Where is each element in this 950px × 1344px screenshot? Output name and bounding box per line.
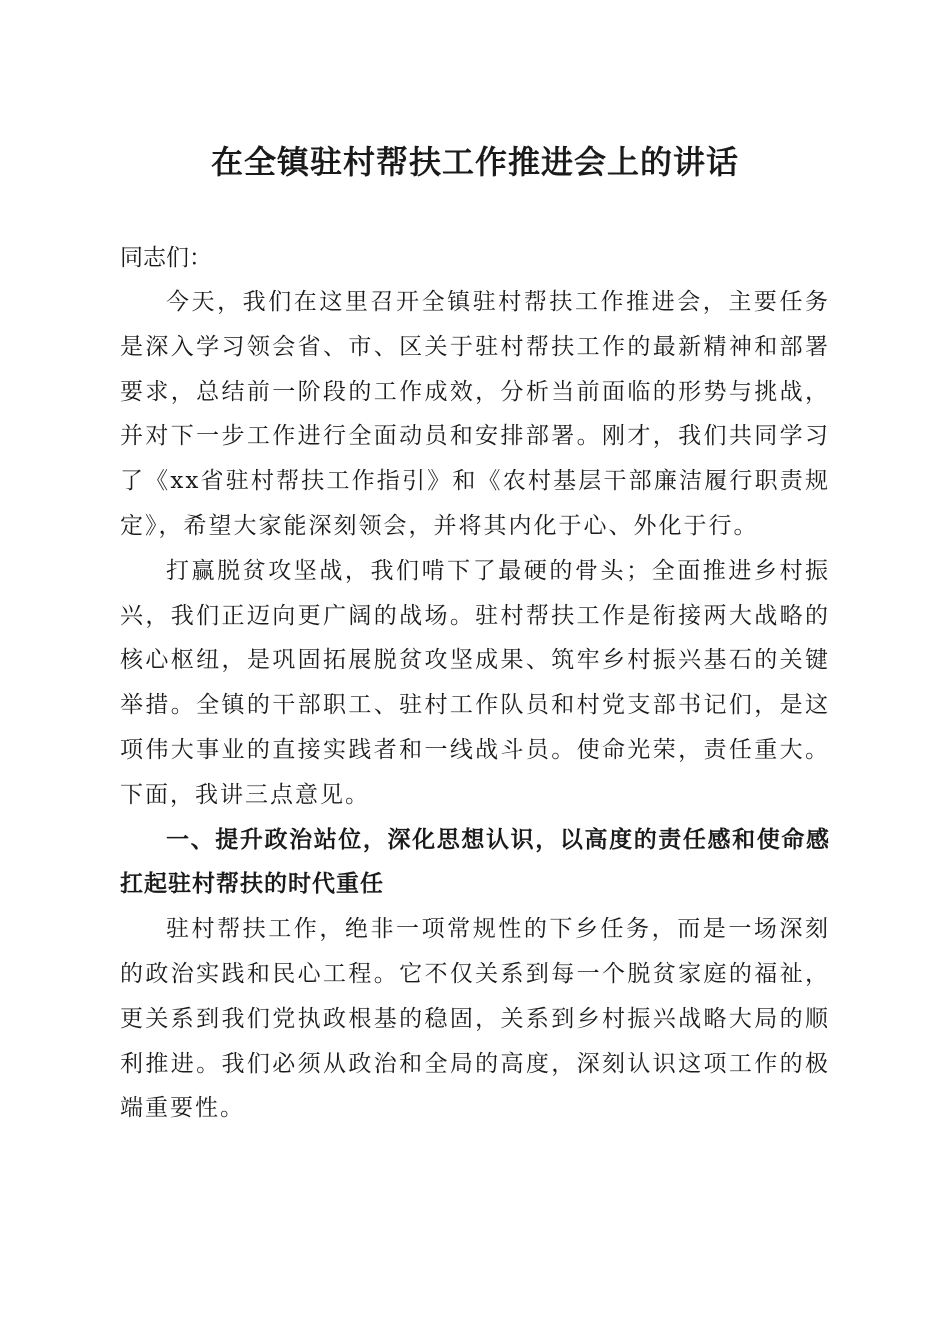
section-1-paragraph: 驻村帮扶工作，绝非一项常规性的下乡任务，而是一场深刻的政治实践和民心工程。它不仅关系到每一个脱贫家庭的福祉，更关系到我们党执政根基的稳固，关系到乡村振兴战略大局的顺利推进。我们必须从政治和全局的高度，深刻认识这项工作的极端重要性。 [120,916,830,1122]
document-title: 在全镇驻村帮扶工作推进会上的讲话 [210,143,739,181]
section-heading-1: 一、提升政治站位，深化思想认识，以高度的责任感和使命感扛起驻村帮扶的时代重任 [120,826,830,898]
paragraph-context: 打赢脱贫攻坚战，我们啃下了最硬的骨头；全面推进乡村振兴，我们正迈向更广阔的战场。驻村帮扶工作是衔接两大战略的核心枢纽，是巩固拓展脱贫攻坚成果、筑牢乡村振兴基石的关键举措。全镇的干部职工、驻村工作队员和村党支部书记们，是这项伟大事业的直接实践者和一线战斗员。使命光荣，责任重大。下面，我讲三点意见。 [120,557,830,808]
document-page [120,140,830,1131]
salutation: 同志们： [120,245,212,271]
paragraph-intro: 今天，我们在这里召开全镇驻村帮扶工作推进会，主要任务是深入学习领会省、市、区关于驻村帮扶工作的最新精神和部署要求，总结前一阶段的工作成效，分析当前面临的形势与挑战，并对下一步工作进行全面动员和安排部署。刚才，我们共同学习了《xx省驻村帮扶工作指引》和《农村基层干部廉洁履行职责规定》，希望大家能深刻领会，并将其内化于心、外化于行。 [120,289,830,539]
